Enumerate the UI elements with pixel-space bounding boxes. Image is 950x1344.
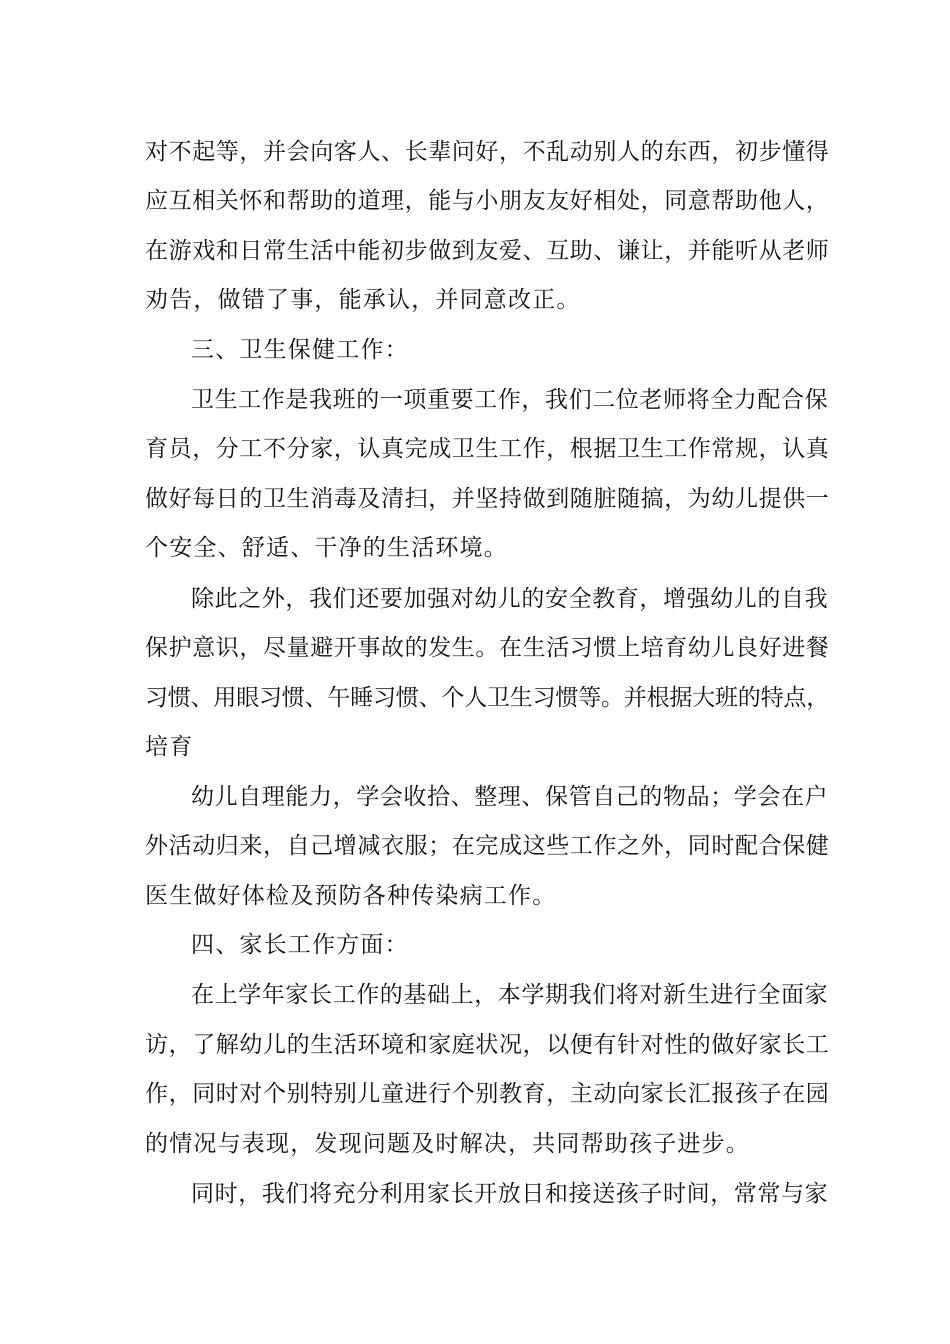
text-line: 在游戏和日常生活中能初步做到友爱、互助、谦让，并能听从老师 [145,238,830,264]
text-line: 作，同时对个别特别儿童进行个别教育，主动向家长汇报孩子在园 [145,1081,830,1107]
text-line: 同时，我们将充分利用家长开放日和接送孩子时间，常常与家 [191,1181,829,1207]
section-heading: 三、卫生保健工作： [191,337,409,363]
text-line: 育员，分工不分家，认真完成卫生工作，根据卫生工作常规，认真 [145,436,830,462]
text-line: 医生做好体检及预防各种传染病工作。 [145,883,557,909]
text-line: 培育 [145,734,194,760]
section-heading: 四、家长工作方面： [191,932,409,958]
text-line: 习惯、用眼习惯、午睡习惯、个人卫生习惯等。并根据大班的特点， [145,685,830,711]
text-line: 幼儿自理能力，学会收拾、整理、保管自己的物品；学会在户 [191,784,829,810]
text-line: 应互相关怀和帮助的道理，能与小朋友友好相处，同意帮助他人， [145,188,830,214]
text-line: 做好每日的卫生消毒及清扫，并坚持做到随脏随搞，为幼儿提供一 [145,486,830,512]
text-line: 对不起等，并会向客人、长辈问好，不乱动别人的东西，初步懂得 [145,139,830,165]
text-line: 卫生工作是我班的一项重要工作，我们二位老师将全力配合保 [191,387,829,413]
text-line: 劝告，做错了事，能承认，并同意改正。 [145,287,581,313]
text-line: 除此之外，我们还要加强对幼儿的安全教育，增强幼儿的自我 [191,586,829,612]
text-line: 的情况与表现，发现问题及时解决，共同帮助孩子进步。 [145,1131,750,1157]
text-line: 访，了解幼儿的生活环境和家庭状况，以便有针对性的做好家长工 [145,1032,830,1058]
text-line: 保护意识，尽量避开事故的发生。在生活习惯上培育幼儿良好进餐 [145,635,830,661]
text-line: 外活动归来，自己增减衣服；在完成这些工作之外，同时配合保健 [145,833,830,859]
text-line: 在上学年家长工作的基础上，本学期我们将对新生进行全面家 [191,982,829,1008]
text-line: 个安全、舒适、干净的生活环境。 [145,535,508,561]
